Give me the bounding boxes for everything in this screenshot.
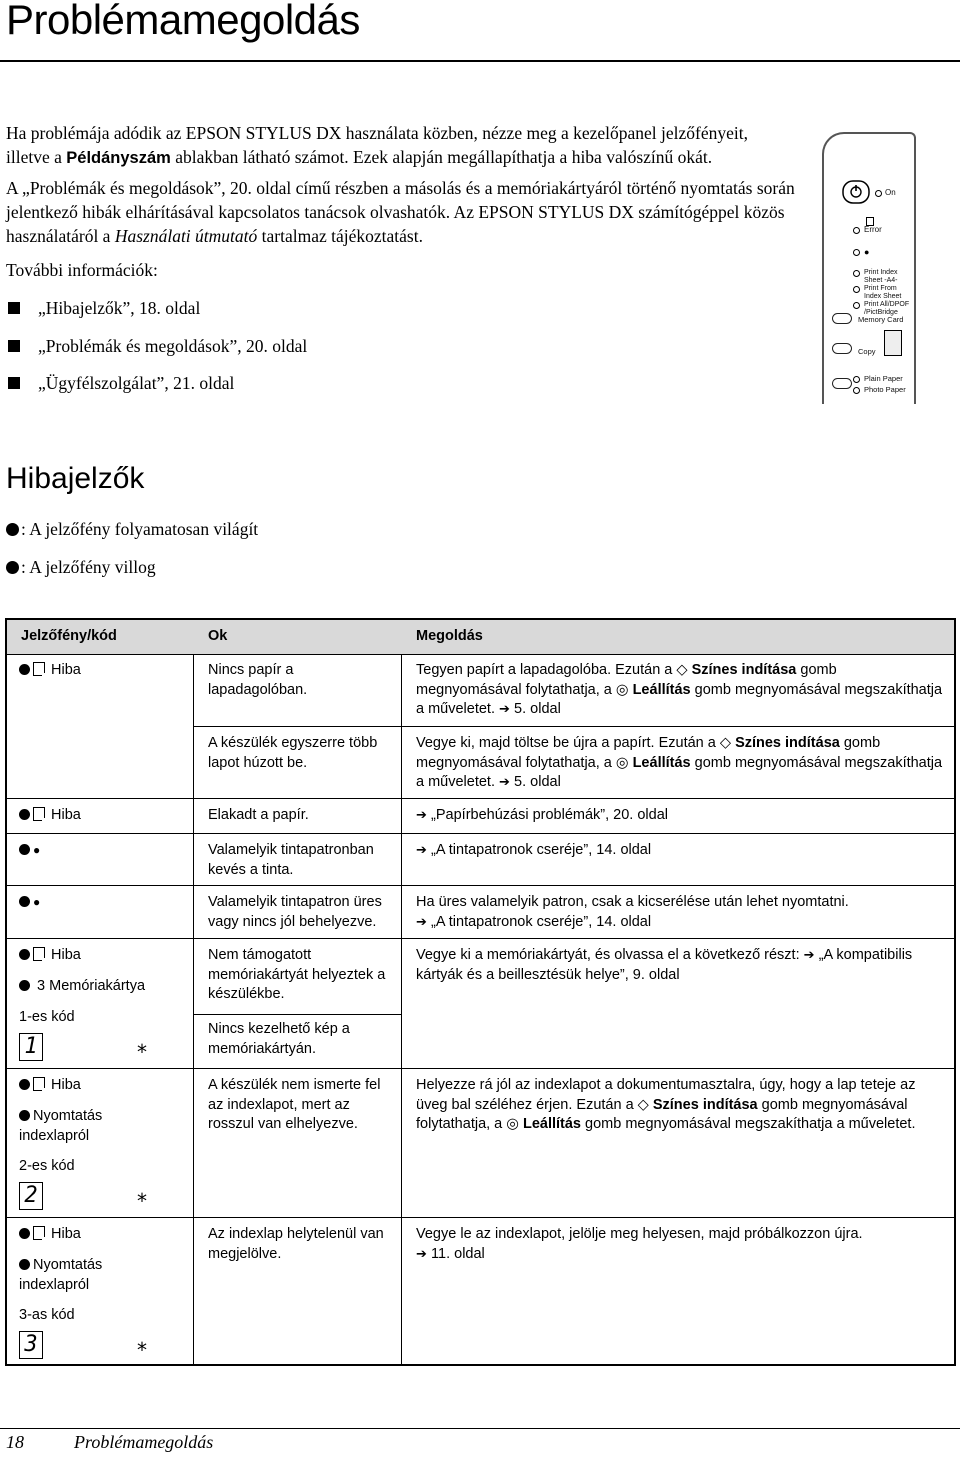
legend-blink: : A jelzőfény villog xyxy=(6,555,156,579)
paper-icon xyxy=(33,807,45,821)
arrow-icon: ➔ xyxy=(416,808,432,823)
table-header xyxy=(7,620,954,655)
light-blink-icon xyxy=(19,1110,30,1121)
bullet-square-icon xyxy=(8,377,20,389)
control-panel-illustration: On Error ● Print Index Sheet -A4- Print From Index Sheet Print All/DPOF /PictBridge Memory Card Copy Plain Paper Photo Paper xyxy=(822,132,914,404)
footer-rule xyxy=(0,1428,960,1429)
paper-icon xyxy=(33,662,45,676)
row1-cause1: Nincs papír a lapadagolóban. xyxy=(208,662,308,698)
users-guide-ref: Használati útmutató xyxy=(114,226,258,246)
stop-icon: ◎ xyxy=(615,681,633,698)
legend-steady: : A jelzőfény folyamatosan világít xyxy=(6,517,258,541)
light-blink-icon xyxy=(19,1228,30,1239)
row6-digit-display: 2 xyxy=(19,1182,43,1210)
paper-icon xyxy=(33,1077,45,1091)
stop-icon: ◎ xyxy=(506,1116,523,1132)
arrow-icon: ➔ xyxy=(416,843,432,858)
arrow-icon: ➔ xyxy=(416,1246,432,1262)
error-led xyxy=(853,227,860,234)
row5-code: 1-es kód xyxy=(19,1009,75,1025)
row5-digit-display: 1 xyxy=(19,1033,43,1061)
row6-cause: A készülék nem ismerte fel az indexlapot, mert az rosszul van elhelyezve. xyxy=(208,1077,381,1132)
row5-note-star: * xyxy=(137,1040,147,1064)
row6-solution: Helyezze rá jól az indexlapot a dokumentumasztalra, úgy, hogy a lap teteje az üveg bal széléhez érjen. Ezután a ◇ Színes indítása gomb megnyomásával folytathatja, a ◎ Leállítás gomb megnyomásával megszakíthatja a műveletet. xyxy=(416,1077,916,1132)
section-title: Hibajelzők xyxy=(6,462,145,495)
row3-solution: ➔ „A tintapatronok cseréje”, 14. oldal xyxy=(416,842,652,858)
link-error-indicators[interactable]: „Hibajelzők”, 18. oldal xyxy=(6,296,796,334)
copies-window-label: Példányszám xyxy=(66,149,171,167)
link-problems-solutions[interactable]: „Problémák és megoldások”, 20. oldal xyxy=(6,334,796,372)
row6-code: 2-es kód xyxy=(19,1158,75,1174)
row7-note-star: * xyxy=(137,1338,147,1362)
arrow-icon: ➔ xyxy=(803,948,819,963)
row7-cause: Az indexlap helytelenül van megjelölve. xyxy=(208,1226,384,1262)
arrow-icon: ➔ xyxy=(499,702,515,717)
intro-text xyxy=(6,121,796,409)
ink-drop-icon: ● xyxy=(33,843,41,857)
row5-light2: 3 Memóriakártya xyxy=(19,977,145,997)
row1-solution1: Tegyen papírt a lapadagolóba. Ezután a ◇ Színes indítása gomb megnyomásával folytathatja, a ◎ Leállítás gomb megnyomásával megszakíthatja a műveletet. ➔ 5. oldal xyxy=(416,662,943,717)
power-led xyxy=(875,190,882,197)
light-blink-icon xyxy=(19,844,30,855)
more-info-label: További információk: xyxy=(6,260,158,280)
bullet-square-icon xyxy=(8,340,20,352)
row7-digit-display: 3 xyxy=(19,1331,43,1359)
row4-cause: Valamelyik tintapatron üres vagy nincs jól behelyezve. xyxy=(208,894,382,930)
color-start-icon: ◇ xyxy=(676,662,692,678)
header-cause: Ok xyxy=(208,628,228,644)
row5-cause2: Nincs kezelhető kép a memóriakártyán. xyxy=(208,1021,350,1057)
power-button-icon xyxy=(842,180,870,204)
row4-solution: Ha üres valamelyik patron, csak a kicserélése után lehet nyomtatni. ➔ „A tintapatronok cseréje”, 14. oldal xyxy=(416,894,849,930)
row2-light: Hiba xyxy=(19,806,81,826)
color-start-icon: ◇ xyxy=(637,1096,653,1113)
error-table xyxy=(5,618,956,1366)
row6-light2: Nyomtatás indexlapról xyxy=(19,1108,103,1144)
page-title: Problémamegoldás xyxy=(6,0,360,43)
row2-solution: ➔ „Papírbehúzási problémák”, 20. oldal xyxy=(416,807,668,823)
row1-solution2: Vegye ki, majd töltse be újra a papírt. Ezután a ◇ Színes indítása gomb megnyomásával folytathatja, a ◎ Leállítás gomb megnyomásával megszakíthatja a műveletet. ➔ 5. oldal xyxy=(416,735,943,790)
row7-light1: Hiba xyxy=(19,1225,81,1245)
arrow-icon: ➔ xyxy=(499,775,515,790)
row2-cause: Elakadt a papír. xyxy=(208,807,309,823)
footer-section: Problémamegoldás xyxy=(74,1432,214,1452)
row5-solution: Vegye ki a memóriakártyát, és olvassa el a következő részt: ➔ „A kompatibilis kártyák és a beillesztésük helye”, 9. oldal xyxy=(416,947,913,983)
light-on-icon xyxy=(19,664,30,675)
memory-card-button xyxy=(832,313,852,324)
arrow-icon: ➔ xyxy=(416,914,432,930)
row1-light: Hiba xyxy=(19,661,81,681)
row7-light2: Nyomtatás indexlapról xyxy=(19,1257,103,1293)
light-blink-icon xyxy=(19,980,30,991)
paper-type-button xyxy=(832,378,852,389)
more-info-list xyxy=(6,296,796,409)
bullet-square-icon xyxy=(8,302,20,314)
header-solution: Megoldás xyxy=(416,628,483,644)
stop-icon: ◎ xyxy=(615,754,633,771)
light-blink-icon xyxy=(19,809,30,820)
title-rule xyxy=(0,60,960,62)
page-number: 18 xyxy=(6,1432,24,1452)
ink-led xyxy=(853,249,860,256)
ink-drop-icon: ● xyxy=(33,895,41,909)
row3-cause: Valamelyik tintapatronban kevés a tinta. xyxy=(208,842,374,878)
paper-icon xyxy=(33,1226,45,1240)
light-blink-icon xyxy=(6,561,19,574)
row4-light xyxy=(19,893,40,913)
row7-code: 3-as kód xyxy=(19,1307,75,1323)
light-on-icon xyxy=(19,896,30,907)
light-blink-icon xyxy=(19,1079,30,1090)
row7-solution: Vegye le az indexlapot, jelölje meg helyesen, majd próbálkozzon újra. ➔ 11. oldal xyxy=(416,1226,863,1262)
paper-icon xyxy=(33,947,45,961)
light-blink-icon xyxy=(19,949,30,960)
row6-light1: Hiba xyxy=(19,1076,81,1096)
color-start-icon: ◇ xyxy=(719,735,736,751)
light-on-icon xyxy=(6,523,19,536)
copies-display xyxy=(884,330,902,356)
intro-paragraph-1: Ha problémája adódik az EPSON STYLUS DX használata közben, nézze meg a kezelőpanel jelzőfényeit, illetve a Példányszám ablakban látható számot. Ezek alapján megállapíthatja a hiba valószínű okát. xyxy=(6,123,749,167)
row1-cause2: A készülék egyszerre több lapot húzott be. xyxy=(208,735,378,771)
light-blink-icon xyxy=(19,1259,30,1270)
row3-light xyxy=(19,841,40,861)
row5-cause1: Nem támogatott memóriakártyát helyeztek a készülékbe. xyxy=(208,947,386,1002)
row6-note-star: * xyxy=(137,1189,147,1213)
ink-drop-icon: ● xyxy=(864,247,870,257)
link-customer-support[interactable]: „Ügyfélszolgálat”, 21. oldal xyxy=(6,371,796,409)
header-light-code: Jelzőfény/kód xyxy=(21,628,117,644)
copy-button xyxy=(832,343,852,354)
row5-light1: Hiba xyxy=(19,946,81,966)
intro-paragraph-2: A „Problémák és megoldások”, 20. oldal című részben a másolás és a memóriakártyáról történő nyomtatás során jelentkező hibák elhárításával kapcsolatos tanácsok olvashatók. Az EPSON STYLUS DX számítógéppel közös használatáról a Használati útmutató tartalmaz tájékoztatást. xyxy=(6,178,795,246)
